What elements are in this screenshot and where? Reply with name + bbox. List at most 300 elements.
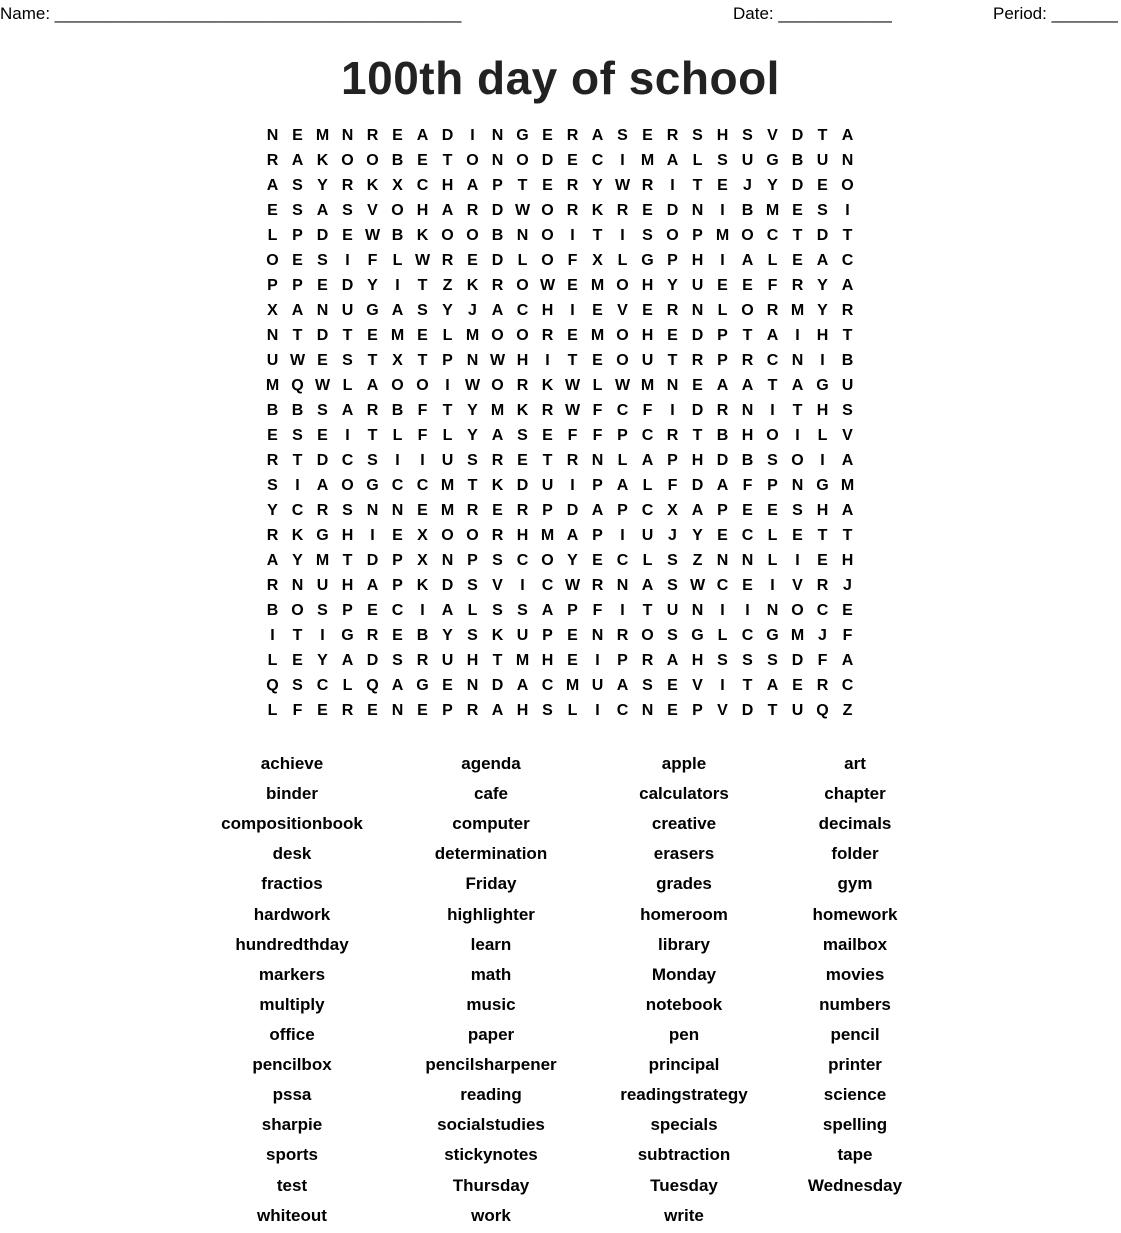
grid-letter: T [742,677,753,694]
grid-letter: R [566,177,579,194]
grid-letter: D [566,502,579,519]
grid-letter: S [342,502,353,519]
grid-letter: E [667,327,678,344]
grid-letter: M [515,652,530,669]
grid-letter: G [366,302,379,319]
grid-letter: J [743,177,752,194]
grid-letter: O [516,152,529,169]
grid-row [260,148,860,173]
grid-row [260,623,860,648]
grid-letter: Z [692,552,703,569]
grid-letter: J [468,302,477,319]
grid-letter: D [691,477,704,494]
grid-letter: R [491,527,504,544]
grid-letter: Z [842,702,853,719]
grid-row [260,273,860,298]
word-list-item: apple [661,754,707,773]
grid-letter: M [640,152,655,169]
grid-letter: I [395,452,400,469]
grid-letter: S [742,127,753,144]
grid-letter: U [516,627,529,644]
word-row [0,992,1121,1022]
word-list-item: pencilsharpener [425,1055,557,1075]
grid-letter: H [816,402,829,419]
grid-letter: B [741,202,754,219]
grid-letter: S [667,627,678,644]
grid-letter: U [666,602,679,619]
grid-letter: E [367,602,378,619]
grid-letter: D [316,452,329,469]
word-row [0,841,1121,871]
word-row [0,811,1121,841]
grid-letter: P [542,502,553,519]
grid-letter: N [366,502,379,519]
grid-letter: V [767,127,778,144]
grid-letter: N [591,627,604,644]
grid-letter: D [366,652,379,669]
grid-letter: I [395,277,400,294]
grid-letter: E [317,427,328,444]
grid-letter: L [267,652,278,669]
word-list-item: science [823,1085,887,1105]
grid-letter: Y [317,652,328,669]
grid-letter: A [841,277,854,294]
grid-letter: Y [267,502,278,519]
grid-letter: C [541,577,554,594]
grid-letter: E [417,327,428,344]
grid-letter: D [516,477,529,494]
grid-letter: I [620,602,625,619]
date-field-label: Date: ____________ [733,4,892,23]
grid-letter: O [341,477,354,494]
grid-letter: T [367,352,378,369]
grid-letter: M [590,327,605,344]
word-list-item: subtraction [637,1145,731,1165]
grid-letter: O [416,377,429,394]
grid-letter: C [416,177,429,194]
grid-letter: N [266,127,279,144]
grid-letter: O [616,277,629,294]
grid-letter: M [640,377,655,394]
grid-letter: W [489,352,506,369]
grid-letter: Y [442,302,453,319]
grid-row [260,473,860,498]
grid-letter: P [692,227,703,244]
grid-letter: T [292,452,303,469]
grid-letter: Q [266,677,279,694]
grid-letter: W [289,352,306,369]
grid-letter: S [292,427,303,444]
grid-letter: D [491,252,504,269]
word-list-item: hundredthday [235,934,349,954]
grid-letter: M [765,202,780,219]
grid-letter: S [717,152,728,169]
word-list-item: binder [266,784,318,804]
word-list-item: calculators [639,784,729,804]
grid-letter: E [342,227,353,244]
grid-letter: P [617,652,628,669]
grid-letter: U [316,577,329,594]
grid-letter: M [715,227,730,244]
word-list-item: gym [837,874,873,894]
grid-letter: I [620,527,625,544]
word-list-item: multiply [259,994,325,1014]
word-list-item: compositionbook [221,814,363,834]
grid-letter: U [541,477,554,494]
grid-letter: E [417,152,428,169]
grid-letter: O [491,377,504,394]
grid-letter: E [267,427,278,444]
grid-row [260,598,860,623]
grid-letter: I [845,202,850,219]
grid-letter: I [820,352,825,369]
grid-letter: T [442,402,453,419]
word-list-item: principal [648,1055,720,1075]
grid-letter: I [320,627,325,644]
word-list-item: chapter [824,784,886,804]
word-list-item: stickynotes [444,1145,538,1165]
grid-letter: N [441,552,454,569]
grid-letter: A [616,477,629,494]
grid-letter: A [366,577,379,594]
word-list-item: creative [651,814,717,834]
grid-letter: T [467,477,478,494]
word-list-item: grades [656,874,712,894]
grid-letter: N [341,127,354,144]
grid-letter: W [464,377,481,394]
word-list-item: markers [258,964,326,984]
grid-letter: G [816,477,829,494]
grid-letter: N [741,402,754,419]
grid-letter: V [842,427,853,444]
grid-letter: M [565,677,580,694]
grid-letter: O [366,152,379,169]
grid-letter: E [567,652,578,669]
grid-letter: A [316,202,329,219]
word-list-item: learn [470,934,512,954]
grid-letter: C [641,502,654,519]
grid-letter: W [564,402,581,419]
grid-letter: O [841,177,854,194]
grid-letter: E [317,277,328,294]
grid-letter: L [767,552,778,569]
grid-letter: K [466,277,479,294]
grid-letter: E [317,352,328,369]
grid-letter: O [616,327,629,344]
grid-letter: P [342,602,353,619]
grid-letter: C [816,602,829,619]
word-row [0,871,1121,901]
grid-letter: A [766,677,779,694]
grid-letter: E [567,152,578,169]
word-search-grid [260,123,860,723]
grid-letter: G [366,477,379,494]
grid-letter: V [492,577,503,594]
grid-letter: R [591,577,604,594]
grid-letter: T [842,527,853,544]
grid-letter: S [367,452,378,469]
grid-letter: C [766,227,779,244]
grid-letter: I [470,127,475,144]
grid-letter: O [466,152,479,169]
grid-letter: N [616,577,629,594]
grid-letter: A [516,677,529,694]
grid-letter: O [516,327,529,344]
grid-letter: T [692,177,703,194]
grid-letter: A [341,402,354,419]
grid-letter: H [691,652,704,669]
grid-letter: H [541,652,554,669]
grid-letter: F [417,427,428,444]
grid-letter: L [617,452,628,469]
grid-letter: B [491,227,504,244]
grid-letter: E [667,702,678,719]
grid-letter: E [292,127,303,144]
grid-letter: R [541,402,554,419]
word-list-item: desk [272,844,312,864]
grid-letter: I [795,552,800,569]
period-field-label: Period: _______ [993,4,1118,23]
grid-letter: Z [442,277,453,294]
grid-letter: L [692,152,703,169]
grid-letter: T [367,427,378,444]
grid-letter: M [840,477,855,494]
grid-letter: R [816,577,829,594]
grid-letter: F [817,652,828,669]
grid-letter: O [466,527,479,544]
grid-letter: A [366,377,379,394]
grid-letter: M [540,527,555,544]
grid-letter: Y [667,277,678,294]
grid-letter: E [642,302,653,319]
grid-letter: I [720,252,725,269]
grid-letter: E [417,702,428,719]
grid-letter: B [391,152,404,169]
grid-letter: R [641,177,654,194]
grid-letter: R [491,452,504,469]
grid-row [260,698,860,723]
grid-letter: T [792,227,803,244]
grid-letter: A [566,527,579,544]
grid-letter: K [291,527,304,544]
grid-letter: R [491,277,504,294]
grid-letter: U [641,527,654,544]
grid-letter: E [642,202,653,219]
word-list-item: notebook [645,994,723,1014]
grid-letter: R [666,127,679,144]
grid-letter: N [741,552,754,569]
grid-letter: I [420,602,425,619]
grid-letter: W [614,377,631,394]
grid-letter: A [766,327,779,344]
grid-letter: A [291,302,304,319]
grid-letter: L [717,302,728,319]
grid-letter: O [441,227,454,244]
grid-letter: O [741,227,754,244]
grid-letter: A [266,177,279,194]
word-list-item: Tuesday [650,1175,718,1195]
grid-letter: L [342,677,353,694]
grid-letter: C [391,477,404,494]
grid-letter: S [492,602,503,619]
grid-letter: I [720,202,725,219]
grid-letter: P [542,627,553,644]
grid-letter: N [791,477,804,494]
grid-letter: H [641,327,654,344]
grid-letter: P [717,352,728,369]
grid-letter: S [317,252,328,269]
grid-letter: A [666,152,679,169]
word-list-item: homeroom [640,904,728,924]
grid-letter: G [516,127,529,144]
grid-letter: A [341,652,354,669]
grid-letter: V [792,577,803,594]
grid-letter: O [341,152,354,169]
grid-letter: P [717,502,728,519]
grid-letter: N [316,302,329,319]
grid-letter: B [741,452,754,469]
grid-letter: A [491,427,504,444]
grid-letter: S [492,552,503,569]
grid-letter: U [441,652,454,669]
grid-letter: R [566,127,579,144]
grid-letter: I [745,602,750,619]
word-list-item: Friday [465,874,517,894]
grid-letter: C [616,402,629,419]
grid-letter: T [292,627,303,644]
grid-letter: C [766,352,779,369]
word-list-item: numbers [819,994,891,1014]
grid-letter: A [641,577,654,594]
grid-letter: S [467,452,478,469]
grid-letter: W [514,202,531,219]
grid-letter: S [317,402,328,419]
grid-letter: P [442,702,453,719]
page-title: 100th day of school [341,52,780,104]
grid-letter: S [517,427,528,444]
grid-letter: R [841,302,854,319]
grid-letter: R [666,302,679,319]
grid-letter: F [567,252,578,269]
word-row [0,781,1121,811]
grid-letter: C [841,677,854,694]
grid-letter: W [364,227,381,244]
grid-letter: S [692,127,703,144]
grid-letter: T [767,702,778,719]
grid-letter: A [641,452,654,469]
name-field-label: Name: ___________________________________________ [0,4,462,23]
grid-letter: U [816,152,829,169]
grid-letter: H [516,527,529,544]
grid-letter: Q [816,702,829,719]
grid-letter: R [266,527,279,544]
grid-letter: H [516,352,529,369]
grid-letter: B [791,152,804,169]
word-row [0,751,1121,781]
grid-letter: P [667,252,678,269]
grid-letter: Y [317,177,328,194]
grid-letter: S [767,452,778,469]
grid-row [260,373,860,398]
grid-letter: Y [467,402,478,419]
grid-letter: I [795,327,800,344]
grid-letter: S [617,127,628,144]
word-list-item: write [664,1205,704,1225]
grid-letter: B [391,402,404,419]
grid-letter: S [817,202,828,219]
grid-letter: D [791,652,804,669]
grid-letter: P [567,602,578,619]
word-list-item: agenda [461,754,521,773]
word-row [0,1082,1121,1112]
grid-letter: S [667,577,678,594]
grid-row [260,498,860,523]
grid-letter: T [542,452,553,469]
word-list-item: hardwork [253,904,331,924]
grid-letter: K [491,627,504,644]
grid-letter: T [842,227,853,244]
grid-letter: E [792,677,803,694]
grid-letter: D [316,327,329,344]
grid-letter: N [291,577,304,594]
grid-letter: F [642,402,653,419]
grid-letter: S [292,202,303,219]
grid-letter: E [792,527,803,544]
grid-letter: I [620,152,625,169]
grid-letter: F [667,477,678,494]
grid-letter: O [541,227,554,244]
grid-letter: T [692,427,703,444]
grid-letter: P [292,277,303,294]
grid-letter: S [342,352,353,369]
grid-letter: H [341,577,354,594]
grid-letter: P [617,502,628,519]
grid-letter: T [517,177,528,194]
grid-letter: O [466,227,479,244]
grid-letter: Q [291,377,304,394]
grid-row [260,673,860,698]
grid-letter: V [367,202,378,219]
grid-letter: E [592,352,603,369]
grid-letter: H [841,552,854,569]
grid-letter: K [416,577,429,594]
grid-letter: E [817,552,828,569]
grid-letter: B [716,427,729,444]
grid-letter: S [542,702,553,719]
word-list-item: mailbox [822,934,888,954]
grid-letter: A [616,677,629,694]
grid-letter: I [295,477,300,494]
word-list-item: Thursday [452,1175,530,1195]
grid-letter: M [440,477,455,494]
grid-letter: H [691,252,704,269]
grid-letter: F [417,402,428,419]
grid-letter: I [670,177,675,194]
grid-letter: O [541,202,554,219]
grid-letter: W [414,252,431,269]
word-list-item: sharpie [261,1115,323,1135]
grid-letter: W [689,577,706,594]
grid-letter: A [791,377,804,394]
grid-letter: R [691,352,704,369]
grid-letter: I [420,452,425,469]
grid-letter: S [742,652,753,669]
grid-letter: U [441,452,454,469]
word-list-item: spelling [822,1115,888,1135]
grid-letter: D [791,127,804,144]
grid-letter: H [716,127,729,144]
grid-letter: A [716,377,729,394]
